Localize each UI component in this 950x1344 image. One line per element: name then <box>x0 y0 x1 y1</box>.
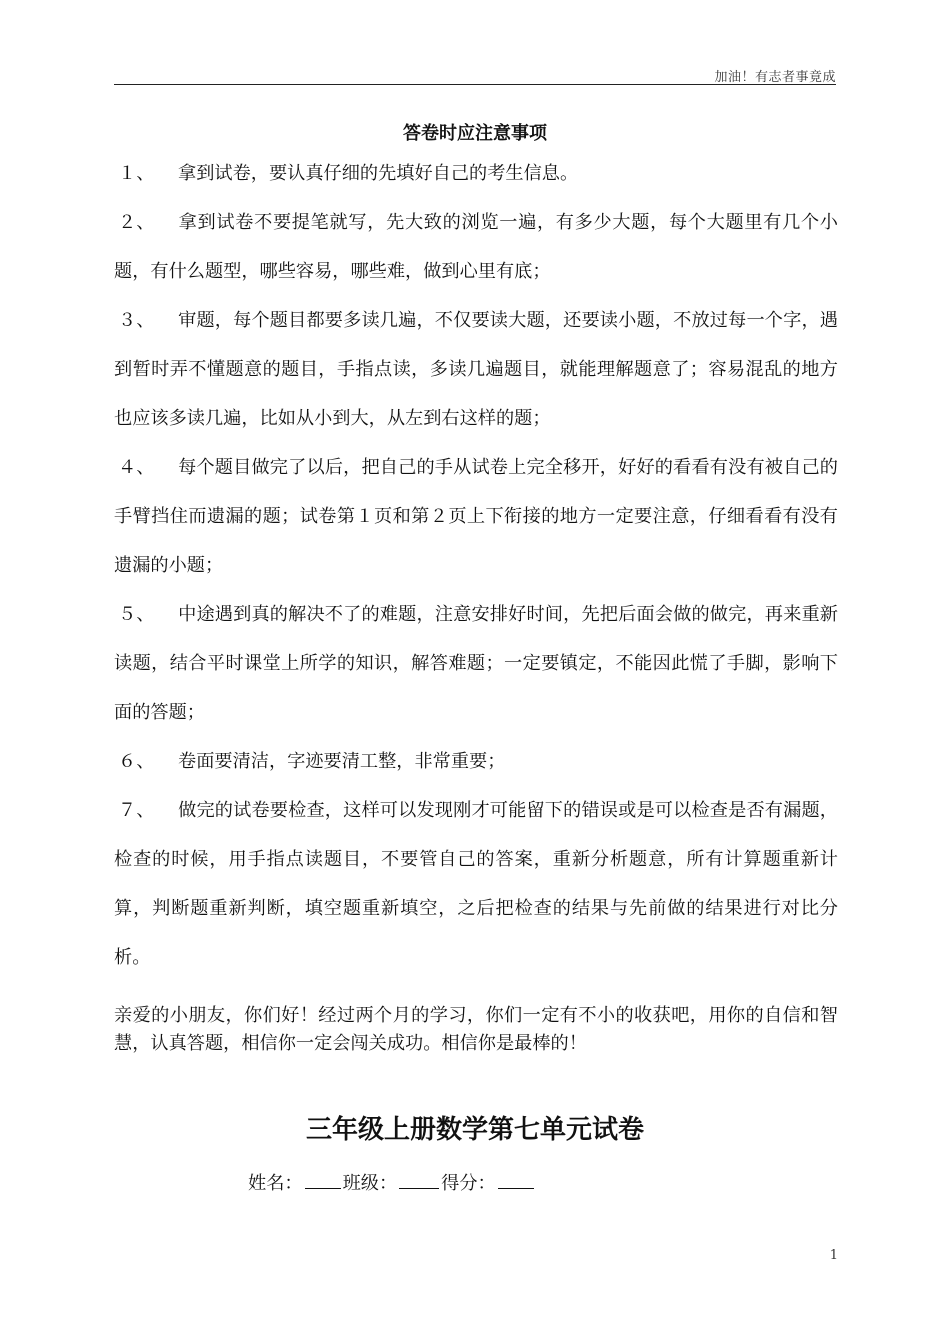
notice-list <box>114 149 838 982</box>
header-motto: 加油！有志者事竟成 <box>714 70 836 85</box>
notice-item-5 <box>114 590 838 737</box>
name-blank[interactable] <box>305 1168 341 1189</box>
notice-item-number: ４、 <box>118 457 166 478</box>
notice-item-number: ５、 <box>118 604 166 625</box>
header-divider <box>114 84 836 85</box>
class-label: 班级： <box>342 1173 398 1194</box>
greeting-paragraph: 亲爱的小朋友，你们好！经过两个月的学习，你们一定有不小的收获吧，用你的自信和智慧，认真答题，相信你一定会闯关成功。相信你是最棒的！ <box>114 1005 838 1054</box>
notice-item-number: ２、 <box>118 212 166 233</box>
notice-item-number: ７、 <box>118 800 166 821</box>
notice-item-text: 审题，每个题目都要多读几遍，不仅要读大题，还要读小题，不放过每一个字，遇到暂时弄不懂题意的题目，手指点读，多读几遍题目，就能理解题意了；容易混乱的地方也应该多读几遍，比如从小到大，从左到右这样的题； <box>114 310 838 429</box>
notice-item-text: 中途遇到真的解决不了的难题，注意安排好时间，先把后面会做的做完，再来重新读题，结合平时课堂上所学的知识，解答难题；一定要镇定，不能因此慌了手脚，影响下面的答题； <box>114 604 838 723</box>
notice-item-text: 卷面要清洁，字迹要清工整，非常重要； <box>178 751 506 772</box>
notice-item-number: ６、 <box>118 751 166 772</box>
notice-item-number: １、 <box>118 163 166 184</box>
notice-item-6 <box>114 737 838 786</box>
notice-item-text: 拿到试卷，要认真仔细的先填好自己的考生信息。 <box>178 163 579 184</box>
notice-item-4 <box>114 443 838 590</box>
notice-title: 答卷时应注意事项 <box>403 123 547 144</box>
notice-item-1 <box>114 149 838 198</box>
score-label: 得分： <box>441 1173 496 1194</box>
student-info-line <box>248 1168 536 1198</box>
exam-title: 三年级上册数学第七单元试卷 <box>305 1115 644 1145</box>
page-number: 1 <box>829 1248 838 1263</box>
notice-item-7 <box>114 786 838 982</box>
notice-item-2 <box>114 198 838 296</box>
name-label: 姓名： <box>248 1173 303 1194</box>
notice-item-3 <box>114 296 838 443</box>
notice-item-text: 拿到试卷不要提笔就写，先大致的浏览一遍，有多少大题，每个大题里有几个小题，有什么题型，哪些容易，哪些难，做到心里有底； <box>114 212 838 282</box>
class-blank[interactable] <box>399 1168 439 1189</box>
notice-item-text: 每个题目做完了以后，把自己的手从试卷上完全移开，好好的看看有没有被自己的手臂挡住而遗漏的题；试卷第１页和第２页上下衔接的地方一定要注意，仔细看看有没有遗漏的小题； <box>114 457 838 576</box>
notice-item-text: 做完的试卷要检查，这样可以发现刚才可能留下的错误或是可以检查是否有漏题，检查的时候，用手指点读题目，不要管自己的答案，重新分析题意，所有计算题重新计算，判断题重新判断，填空题重新填空，之后把检查的结果与先前做的结果进行对比分析。 <box>114 800 838 968</box>
notice-item-number: ３、 <box>118 310 166 331</box>
score-blank[interactable] <box>498 1168 534 1189</box>
